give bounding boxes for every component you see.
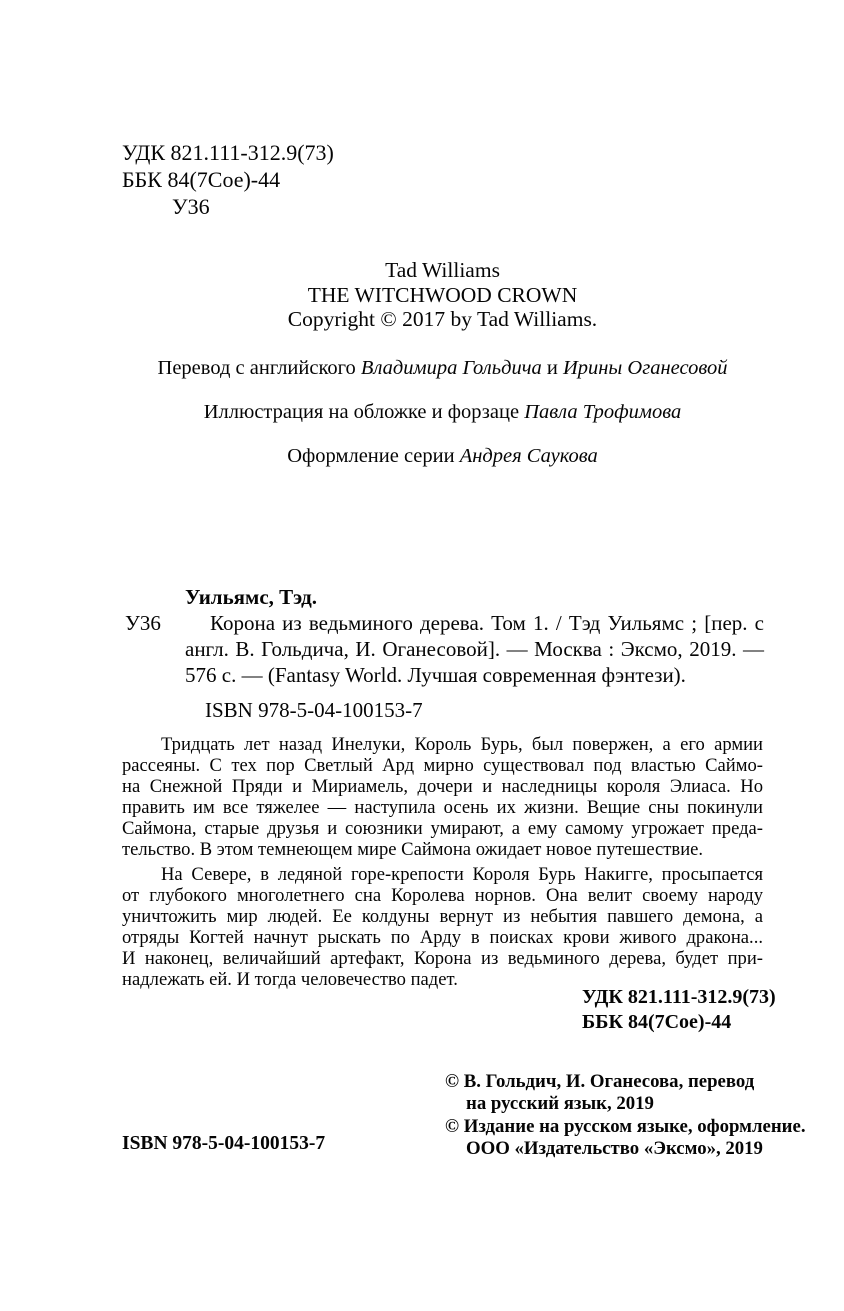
original-author: Tad Williams xyxy=(385,258,500,282)
illustration-credit xyxy=(122,400,763,424)
annotation-line: править им все тяжелее — наступила осень их жизни. Вещие сны покинули xyxy=(122,796,763,818)
original-copyright: Copyright © 2017 by Tad Williams. xyxy=(287,307,598,331)
catalog-isbn: ISBN 978-5-04-100153-7 xyxy=(205,698,423,722)
original-title: THE WITCHWOOD CROWN xyxy=(307,282,578,307)
bbk-code: ББК 84(7Сое)-44 xyxy=(122,167,281,192)
annotation-line: уничтожить мир людей. Ее колдуны вернут из небытия павшего демона, а xyxy=(122,906,763,928)
annotation-line: Тридцать лет назад Инелуки, Король Бурь, был повержен, а его армии xyxy=(161,734,763,755)
series-design-prefix: Оформление серии xyxy=(287,445,460,467)
catalog-entry-line: 576 с. — (Fantasy World. Лучшая современная фэнтези). xyxy=(185,663,686,687)
illustration-credit-prefix: Иллюстрация на обложке и форзаце xyxy=(203,401,525,423)
annotation-line: тельство. В этом темнеющем мире Саймона ожидает новое путешествие. xyxy=(122,838,704,860)
catalog-entry-line: англ. В. Гольдича, И. Оганесовой]. — Москва : Эксмо, 2019. — xyxy=(185,637,764,661)
annotation-line: На Севере, в ледяной горе-крепости Короля Бурь Накигге, просыпается xyxy=(161,864,763,886)
annotation-block xyxy=(122,735,763,991)
udk-code: УДК 821.111-312.9(73) xyxy=(122,140,334,165)
annotation-line: И наконец, величайший артефакт, Корона из ведьминого дерева, будет при- xyxy=(122,948,763,970)
copyright-edition-entry xyxy=(445,1116,806,1161)
catalog-entry-body xyxy=(122,610,764,688)
series-design-credit xyxy=(122,444,763,468)
isbn-bottom: ISBN 978-5-04-100153-7 xyxy=(122,1133,326,1154)
top-classification-codes xyxy=(122,139,334,220)
credits-block xyxy=(122,356,763,488)
bottom-classification-codes xyxy=(582,985,776,1035)
series-designer: Андрея Саукова xyxy=(459,445,598,467)
credit-conjunction: и xyxy=(541,357,563,379)
annotation-line: от глубокого многолетнего сна Королева норнов. Она велит своему народу xyxy=(122,885,763,907)
copyright-notices xyxy=(445,1071,806,1161)
annotation-line: Саймона, старые друзья и союзники умирают, а ему самому угрожает преда- xyxy=(122,817,763,839)
author-sign-code: У36 xyxy=(172,194,210,219)
copyright-edition-line1: © Издание на русском языке, оформление. xyxy=(445,1115,806,1137)
annotation-line: на Снежной Пряди и Мириамель, дочери и наследницы короля Элиаса. Но xyxy=(122,775,763,797)
catalog-author-header: Уильямс, Тэд. xyxy=(185,585,318,609)
annotation-line: рассеяны. С тех пор Светлый Ард мирно существовал под властью Саймо- xyxy=(122,754,763,776)
author-sign-code-margin: У36 xyxy=(125,611,161,635)
bbk-code-bottom: ББК 84(7Сое)-44 xyxy=(582,1011,732,1033)
copyright-translation-entry xyxy=(445,1071,806,1116)
translator-1: Владимира Гольдича xyxy=(360,357,542,379)
translation-credit xyxy=(122,356,763,380)
copyright-translation-line2: на русский язык, 2019 xyxy=(466,1093,654,1115)
annotation-line: отряды Когтей начнут рыскать по Арду в поисках крови живого дракона... xyxy=(122,927,763,949)
annotation-paragraph-1 xyxy=(122,735,763,860)
copyright-edition-line2: ООО «Издательство «Эксмо», 2019 xyxy=(466,1138,763,1160)
catalog-entry-line: Корона из ведьминого дерева. Том 1. / Тэд Уильямс ; [пер. с xyxy=(210,611,764,635)
annotation-line: надлежать ей. И тогда человечество падет. xyxy=(122,968,458,990)
illustrator: Павла Трофимова xyxy=(524,401,682,423)
copyright-translation-line1: © В. Гольдич, И. Оганесова, перевод xyxy=(445,1071,755,1092)
translation-credit-prefix: Перевод с английского xyxy=(157,357,361,379)
original-title-block xyxy=(122,258,763,332)
catalog-card xyxy=(122,584,764,723)
translator-2: Ирины Оганесовой xyxy=(562,357,728,379)
udk-code-bottom: УДК 821.111-312.9(73) xyxy=(582,986,776,1008)
annotation-paragraph-2 xyxy=(122,865,763,990)
